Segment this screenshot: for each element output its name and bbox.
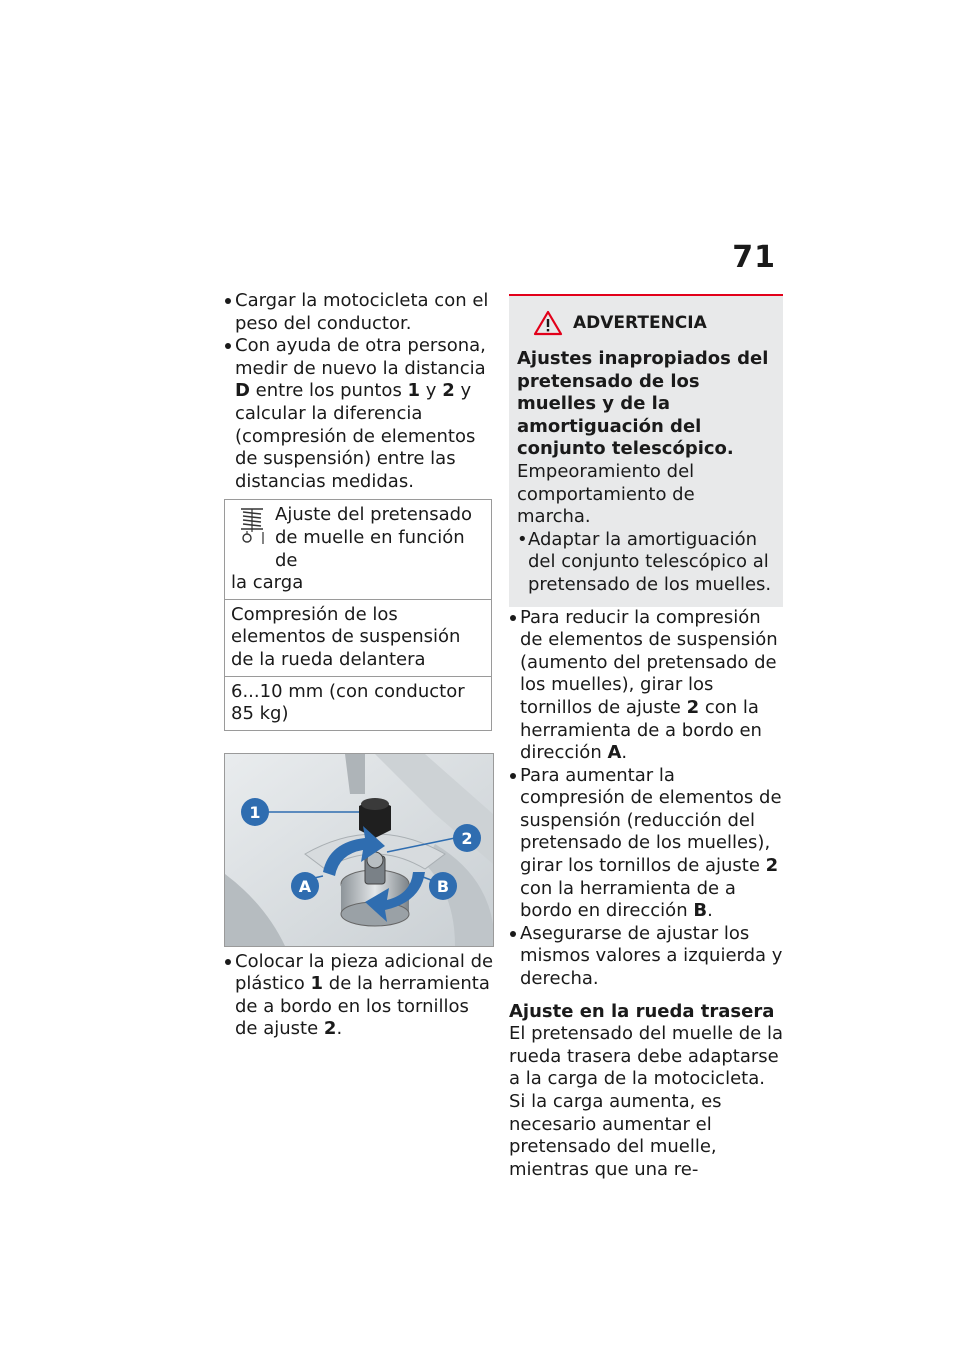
spec-header <box>225 500 491 598</box>
fork-adjuster-illustration <box>225 754 493 946</box>
callout-2-label: 2 <box>461 828 473 848</box>
spec-title-line-3: la carga <box>231 572 304 594</box>
warning-label: ADVERTENCIA <box>573 312 707 333</box>
warning-heading: Ajustes inapropiados del pretensado de los muelles y de la amortiguación del conjunto telescópico. <box>517 348 769 460</box>
warning-action: • Adaptar la amortiguación del conjunto telescópico al pretensado de los muelles. <box>517 529 773 597</box>
warning-title <box>517 310 773 336</box>
callout-a-label: A <box>298 876 312 896</box>
step-measure-distance: Con ayuda de otra persona, medir de nuevo la distancia D entre los puntos 1 y 2 y calcular la diferencia (compresión de elementos de suspensión) entre las distancias medidas. <box>224 335 496 493</box>
warning-triangle-icon <box>533 310 563 336</box>
spec-table <box>224 499 492 730</box>
right-column <box>509 294 783 1181</box>
fork-adjuster-figure <box>224 753 494 947</box>
callout-1-label: 1 <box>249 802 261 822</box>
callout-b-label: B <box>436 876 450 896</box>
rear-wheel-body: El pretensado del muelle de la rueda trasera debe adaptarse a la carga de la motocicleta. Si la carga aumenta, es necesario aumentar el pretensado del muelle, mientras que una re- <box>509 1023 783 1180</box>
spec-title-line-2: de muelle en función de <box>275 526 465 571</box>
callout-2-badge <box>453 824 481 852</box>
callout-1-badge <box>241 798 269 826</box>
step-reduce-compression: Para reducir la compresión de elementos de suspensión (aumento del pretensado de los muelles), girar los tornillos de ajuste 2 con la herramienta de a bordo en dirección A. <box>509 607 783 765</box>
spec-row-label: Compresión de los elementos de suspensión de la rueda delantera <box>225 599 491 676</box>
callout-b-badge <box>429 872 457 900</box>
step-match-sides: Asegurarse de ajustar los mismos valores a izquierda y derecha. <box>509 923 783 991</box>
step-place-tool: Colocar la pieza adicional de plástico 1 de la herramienta de a bordo en los tornillos de ajuste 2. <box>224 951 496 1041</box>
spec-title-line-1: Ajuste del pretensado <box>275 504 473 526</box>
step-list <box>224 290 496 493</box>
page-number: 71 <box>732 240 776 275</box>
warning-box <box>509 294 783 607</box>
step-load-motorcycle: Cargar la motocicleta con el peso del conductor. <box>224 290 496 335</box>
warning-consequence: Empeoramiento del comportamiento de marcha. <box>517 460 695 528</box>
adjust-steps <box>509 607 783 991</box>
step-list-2 <box>224 951 496 1041</box>
spec-row-value: 6...10 mm (con conductor 85 kg) <box>225 676 491 730</box>
rear-wheel-heading: Ajuste en la rueda trasera <box>509 1000 775 1022</box>
left-column <box>224 290 496 1041</box>
step-increase-compression: Para aumentar la compresión de elementos de suspensión (reducción del pretensado de los muelles), girar los tornillos de ajuste 2 con la herramienta de a bordo en dirección B. <box>509 765 783 923</box>
callout-a-badge <box>291 872 319 900</box>
suspension-tool-icon <box>237 506 267 546</box>
